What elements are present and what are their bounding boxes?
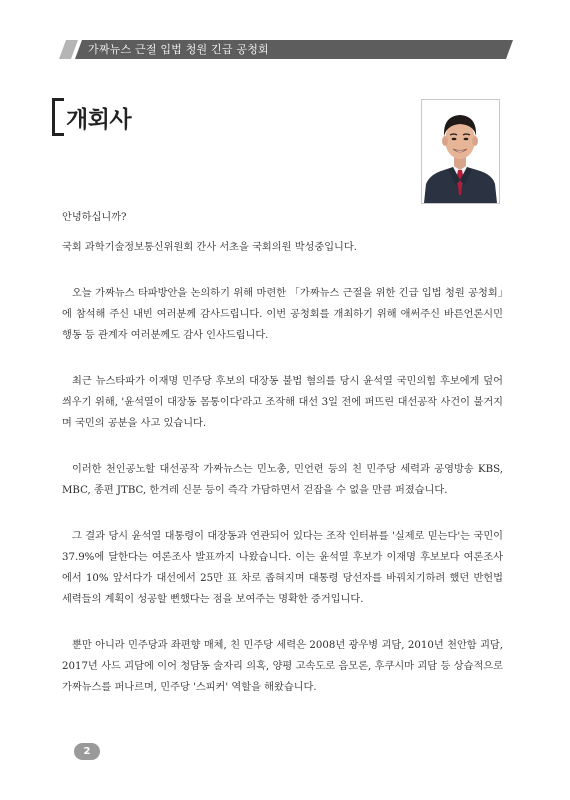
header-title: 가짜뉴스 근절 입법 청원 긴급 공청회 <box>88 43 269 56</box>
speaker-portrait <box>421 99 500 204</box>
greeting: 안녕하십니까? <box>62 212 127 223</box>
section-title: 개회사 <box>66 107 132 133</box>
page-number: 2 <box>74 743 100 760</box>
header-accent-slash <box>59 40 78 59</box>
person-portrait-icon <box>422 100 499 203</box>
paragraph: 오늘 가짜뉴스 타파방안을 논의하기 위해 마련한 「가짜뉴스 근절을 위한 긴급 입법 청원 공청회」에 참석해 주신 내빈 여러분께 감사드립니다. 이번 공청회를 개최하기 위해 애써주신 바른언론시민행동 등 관계자 여러분께도 감사 인사드립니다. <box>62 288 503 341</box>
section-heading <box>52 98 136 138</box>
paragraph: 이러한 천인공노할 대선공작 가짜뉴스는 민노총, 민언련 등의 친 민주당 세력과 공영방송 KBS, MBC, 종편 JTBC, 한겨레 신문 등이 즉각 가담하면서 걷잡을 수 없을 만큼 퍼졌습니다. <box>62 464 503 496</box>
section-bracket-icon <box>52 98 64 136</box>
paragraph: 뿐만 아니라 민주당과 좌편향 매체, 친 민주당 세력은 2008년 광우병 괴담, 2010년 천안함 괴담, 2017년 사드 괴담에 이어 청담동 술자리 의혹, 양평 고속도로 음모론, 후쿠시마 괴담 등 상습적으로 가짜뉴스를 퍼나르며, 민주당 '스피커' 역할을 해왔습니다. <box>62 640 503 693</box>
paragraph: 최근 뉴스타파가 이재명 민주당 후보의 대장동 불법 혐의를 당시 윤석열 국민의힘 후보에게 덮어씌우기 위해, '윤석열이 대장동 몸통이다'라고 조작해 대선 3일 전에 퍼뜨린 대선공작 사건이 불거지며 국민의 공분을 사고 있습니다. <box>62 376 503 429</box>
paragraph: 그 결과 당시 윤석열 대통령이 대장동과 연관되어 있다는 조작 인터뷰를 '실제로 믿는다'는 국민이 37.9%에 달한다는 여론조사 발표까지 나왔습니다. 이는 윤석열 후보가 이재명 후보보다 여론조사에서 10% 앞서다가 대선에서 25만 표 차로 좁혀지며 대통령 당선자를 바꿔치기하려 했던 반헌법 세력들의 계획이 성공할 뻔했다는 점을 보여주는 명확한 증거입니다. <box>62 531 503 605</box>
intro-line: 국회 과학기술정보통신위원회 간사 서초을 국회의원 박성중입니다. <box>62 242 357 253</box>
address-body <box>62 207 503 698</box>
